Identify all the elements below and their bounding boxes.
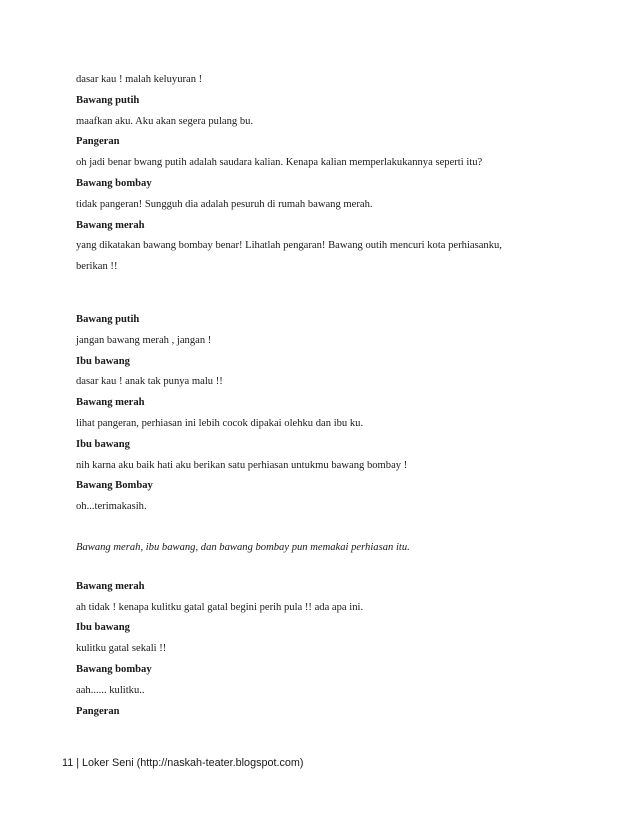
paragraph-gap	[76, 559, 566, 577]
speaker-name: Bawang bombay	[76, 177, 152, 189]
page-footer: 11 | Loker Seni (http://naskah-teater.blogspot.com)	[62, 757, 304, 769]
paragraph-gap	[76, 278, 566, 310]
dialogue-line: lihat pangeran, perhiasan ini lebih cocok dipakai olehku dan ibu ku.	[76, 417, 364, 429]
dialogue-line: ah tidak ! kenapa kulitku gatal gatal begini perih pula !! ada apa ini.	[76, 601, 364, 613]
speaker-name: Bawang merah	[76, 219, 145, 231]
dialogue-line: dasar kau ! anak tak punya malu !!	[76, 376, 223, 388]
speaker-name: Ibu bawang	[76, 438, 130, 450]
stage-direction: Bawang merah, ibu bawang, dan bawang bombay pun memakai perhiasan itu.	[76, 541, 410, 553]
speaker-name: Bawang putih	[76, 94, 140, 106]
speaker-name: Pangeran	[76, 136, 120, 148]
speaker-name: Bawang merah	[76, 397, 145, 409]
dialogue-line: oh...terimakasih.	[76, 501, 147, 513]
dialogue-line: maafkan aku. Aku akan segera pulang bu.	[76, 115, 254, 127]
speaker-name: Bawang merah	[76, 580, 145, 592]
dialogue-line: oh jadi benar bwang putih adalah saudara kalian. Kenapa kalian memperlakukannya seperti itu?	[76, 157, 483, 169]
speaker-name: Ibu bawang	[76, 355, 130, 367]
paragraph-gap	[76, 518, 566, 538]
dialogue-line: dasar kau ! malah keluyuran !	[76, 74, 203, 85]
dialogue-line: berikan !!	[76, 261, 118, 273]
speaker-name: Bawang putih	[76, 313, 140, 325]
speaker-name: Pangeran	[76, 705, 120, 717]
dialogue-line: aah...... kulitku..	[76, 684, 145, 696]
dialogue-line: nih karna aku baik hati aku berikan satu perhiasan untukmu bawang bombay !	[76, 459, 408, 471]
dialogue-line: kulitku gatal sekali !!	[76, 643, 167, 655]
speaker-name: Bawang Bombay	[76, 480, 153, 492]
script-body	[76, 70, 566, 722]
speaker-name: Bawang bombay	[76, 663, 152, 675]
dialogue-line: jangan bawang merah , jangan !	[76, 334, 212, 346]
dialogue-line: tidak pangeran! Sungguh dia adalah pesuruh di rumah bawang merah.	[76, 198, 373, 210]
dialogue-line: yang dikatakan bawang bombay benar! Lihatlah pengaran! Bawang outih mencuri kota perhiasanku,	[76, 240, 502, 252]
speaker-name: Ibu bawang	[76, 622, 130, 634]
